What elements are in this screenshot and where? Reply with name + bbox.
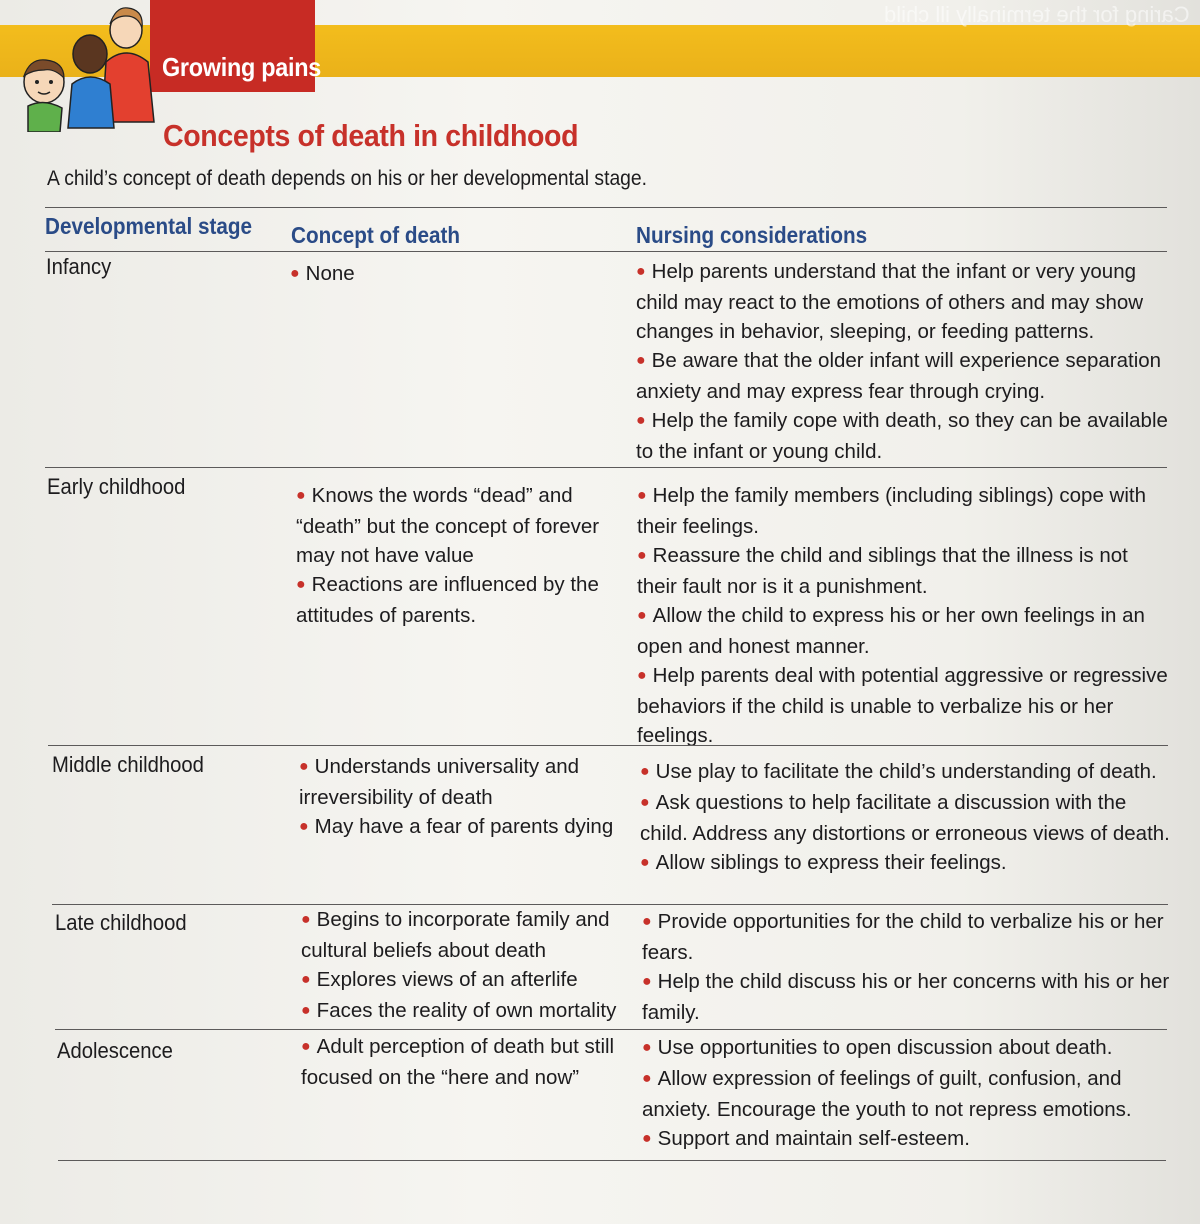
intro-text: A child’s concept of death depends on his or her developmental stage. [47, 167, 648, 190]
list-item: ● Understands universality and irreversibility of death [299, 755, 580, 809]
column-header-concept: Concept of death [291, 222, 461, 248]
nursing-cell [640, 757, 1170, 879]
list-item: ● None [290, 262, 355, 285]
list-item: ● Allow the child to express his or her own feelings in an open and honest manner. [637, 604, 1145, 658]
concept-cell [290, 259, 620, 290]
list-item: ● Help the child discuss his or her concerns with his or her family. [642, 970, 1170, 1024]
stage-label: Middle childhood [52, 752, 204, 777]
list-item: ● Be aware that the older infant will experience separation anxiety and may express fear through crying. [636, 349, 1162, 403]
row-divider [55, 1029, 1167, 1030]
page-title: Concepts of death in childhood [163, 118, 579, 153]
rule-header [45, 251, 1167, 252]
row-divider [48, 745, 1168, 746]
list-item: ● Ask questions to help facilitate a discussion with the child. Address any distortions or erroneous views of death. [640, 791, 1170, 845]
concept-cell [301, 1032, 626, 1092]
list-item: ● May have a fear of parents dying [299, 815, 614, 838]
column-header-stage: Developmental stage [45, 213, 253, 239]
list-item: ● Knows the words “dead” and “death” but the concept of forever may not have value [296, 484, 600, 567]
concept-cell [301, 905, 626, 1027]
stage-label: Early childhood [47, 474, 186, 499]
nursing-cell [642, 907, 1170, 1027]
banner-title: Growing pains [162, 52, 322, 82]
list-item: ● Faces the reality of own mortality [301, 999, 617, 1022]
list-item: ● Reassure the child and siblings that the illness is not their fault nor is it a punishment. [637, 544, 1128, 598]
concept-cell [299, 752, 624, 843]
list-item: ● Help the family cope with death, so they can be available to the infant or young child. [636, 409, 1168, 463]
rule-top [45, 207, 1167, 208]
list-item: ● Begins to incorporate family and cultural beliefs about death [301, 908, 610, 962]
list-item: ● Allow siblings to express their feelings. [640, 851, 1007, 874]
stage-label: Late childhood [55, 910, 187, 935]
list-item: ● Help parents understand that the infant or very young child may react to the emotions of others and may show changes in behavior, sleeping, or feeding patterns. [636, 260, 1144, 343]
list-item: ● Support and maintain self-esteem. [642, 1127, 970, 1150]
rule-bottom [58, 1160, 1166, 1161]
stage-label: Adolescence [57, 1038, 173, 1063]
list-item: ● Allow expression of feelings of guilt, confusion, and anxiety. Encourage the youth to not repress emotions. [642, 1067, 1132, 1121]
stage-label: Infancy [46, 254, 112, 279]
row-divider [45, 467, 1167, 468]
list-item: ● Use play to facilitate the child’s understanding of death. [640, 760, 1157, 783]
nursing-cell [636, 257, 1168, 466]
list-item: ● Reactions are influenced by the attitudes of parents. [296, 573, 599, 627]
list-item: ● Provide opportunities for the child to verbalize his or her fears. [642, 910, 1164, 964]
list-item: ● Explores views of an afterlife [301, 968, 578, 991]
list-item: ● Help parents deal with potential aggressive or regressive behaviors if the child is unable to verbalize his or her feelings. [637, 664, 1168, 747]
list-item: ● Use opportunities to open discussion about death. [642, 1036, 1113, 1059]
concept-cell [296, 481, 621, 630]
list-item: ● Help the family members (including siblings) cope with their feelings. [637, 484, 1147, 538]
nursing-cell [637, 481, 1169, 750]
show-through-text: Caring for the terminally ill child [884, 2, 1190, 27]
column-header-nursing: Nursing considerations [636, 222, 868, 248]
nursing-cell [642, 1033, 1170, 1155]
children-illustration-icon [8, 2, 168, 132]
list-item: ● Adult perception of death but still focused on the “here and now” [301, 1035, 615, 1089]
